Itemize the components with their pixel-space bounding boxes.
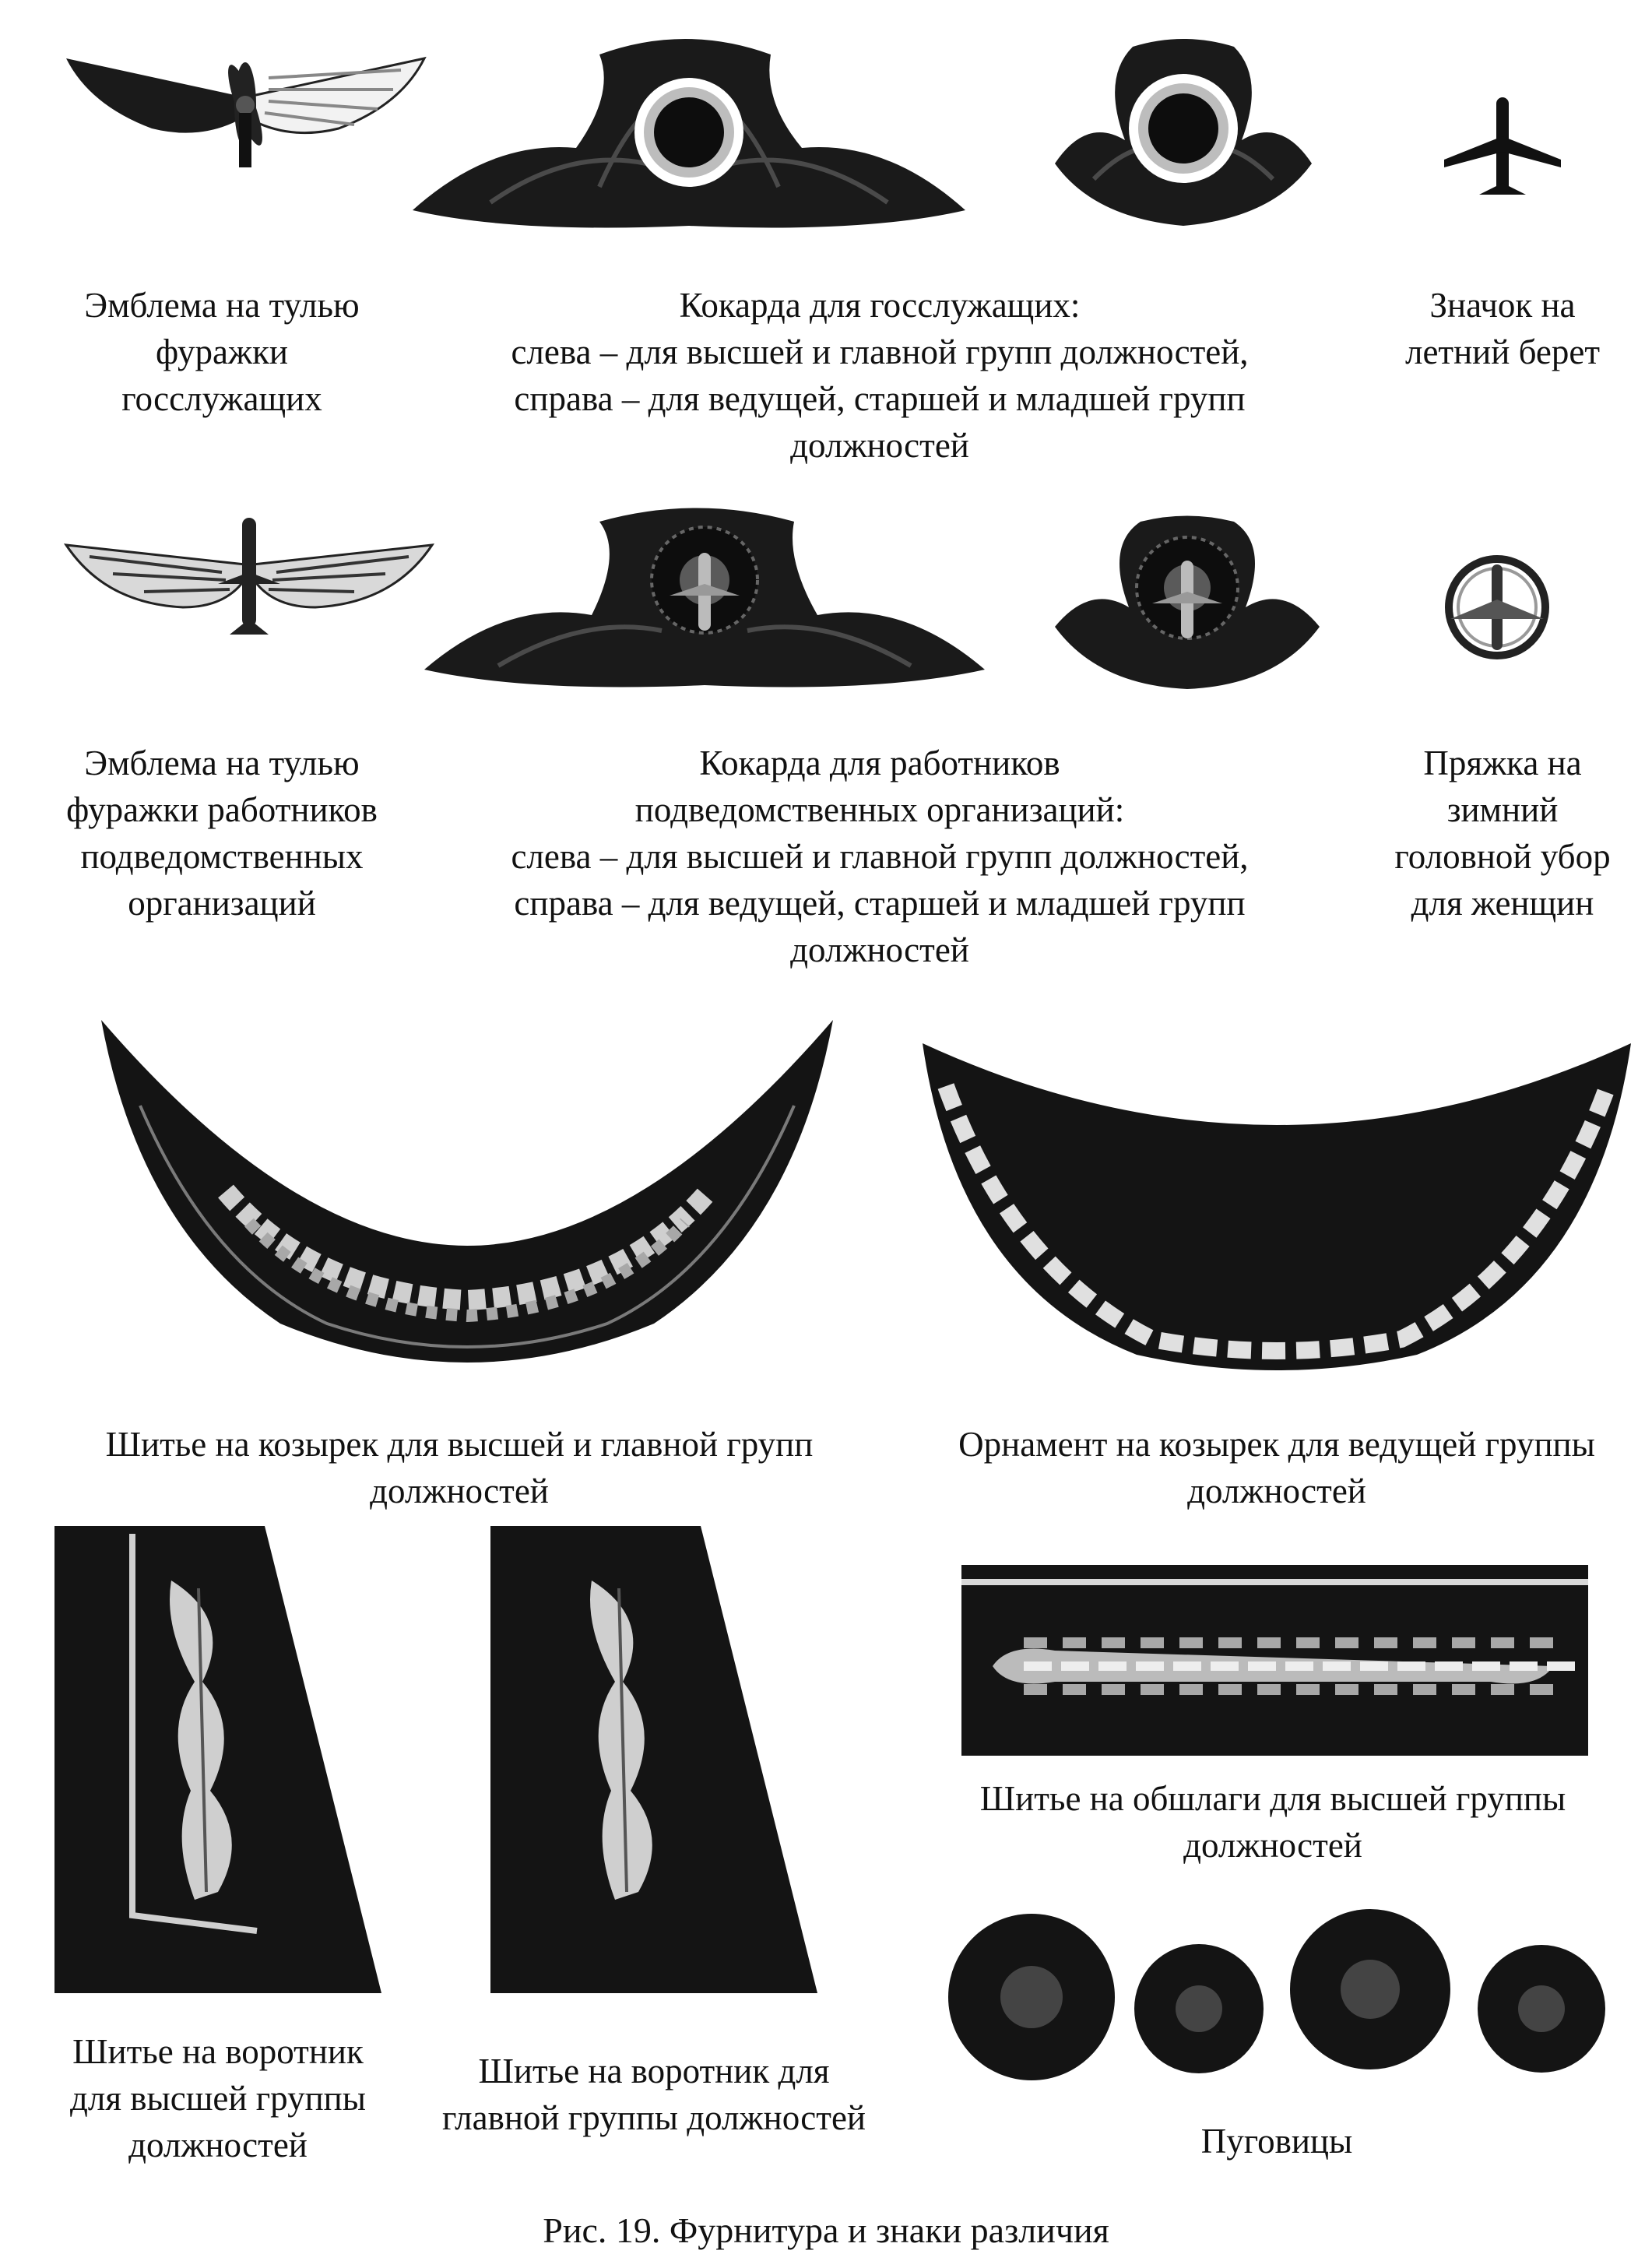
collar-embroidery-high-caption: Шитье на воротник для высшей группы должностей <box>70 2032 366 2164</box>
figure-caption: Рис. 19. Фурнитура и знаки различия <box>543 2210 1109 2250</box>
buttons-caption: Пуговицы <box>1200 2122 1353 2161</box>
beret-badge-caption: Значок на летний берет <box>1404 286 1600 371</box>
emblem-subordinate-orgs-image <box>58 518 440 642</box>
visor-ornament-lead-image <box>919 1012 1635 1378</box>
womens-winter-hat-buckle-image <box>1439 553 1555 662</box>
cuff-embroidery-high-image <box>961 1565 1588 1756</box>
visor-embroidery-high-main-caption: Шитье на козырек для высшей и главной групп должностей <box>105 1425 814 1510</box>
buttons-image <box>946 1908 1612 2087</box>
visor-ornament-lead-caption: Орнамент на козырек для ведущей группы должностей <box>958 1425 1595 1510</box>
cuff-embroidery-high-caption: Шитье на обшлаги для высшей группы должностей <box>979 1779 1566 1865</box>
cockade-subordinate-orgs-small-image <box>1043 510 1331 697</box>
collar-embroidery-main-image <box>490 1526 817 2001</box>
winter-hat-buckle-caption: Пряжка на зимний головной убор для женщин <box>1394 744 1611 923</box>
collar-embroidery-main-caption: Шитье на воротник для главной группы должностей <box>441 2052 866 2137</box>
collar-embroidery-high-image <box>54 1526 381 2001</box>
visor-embroidery-high-main-image <box>93 1012 841 1394</box>
emblem-civil-servants-image <box>58 43 432 171</box>
beret-badge-airplane-image <box>1440 93 1565 202</box>
cockade-subordinate-orgs-large-image <box>413 506 996 693</box>
cockade-civil-servants-large-image <box>397 31 981 241</box>
cockade-civil-servants-small-image <box>1039 31 1327 241</box>
cockade-civil-servants-caption: Кокарда для госслужащих: слева – для высшей и главной групп должностей, справа – для ведущей, старшей и младшей групп должностей <box>511 286 1249 465</box>
emblem-subordinate-orgs-caption: Эмблема на тулью фуражки работников подведомственных организаций <box>66 744 378 923</box>
emblem-civil-servants-caption: Эмблема на тулью фуражки госслужащих <box>84 286 360 418</box>
cockade-subordinate-orgs-caption: Кокарда для работников подведомственных организаций: слева – для высшей и главной групп должностей, справа – для ведущей, старшей и младшей групп должностей <box>511 744 1249 969</box>
